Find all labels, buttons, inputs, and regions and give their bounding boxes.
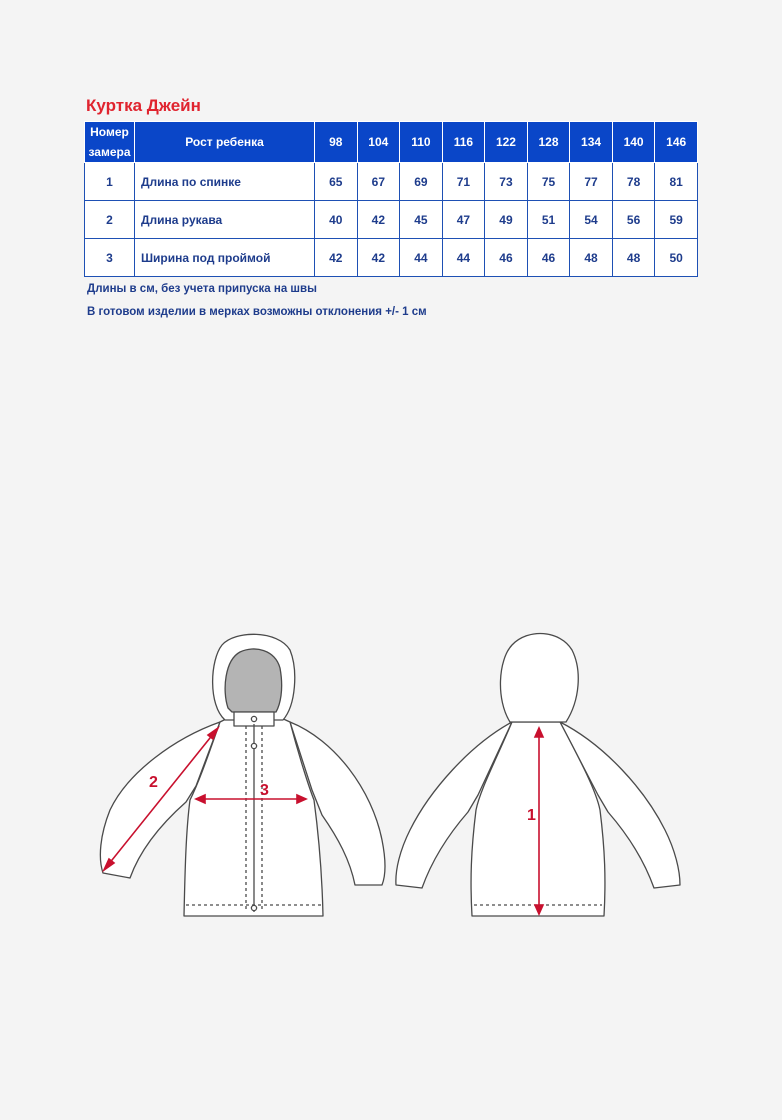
header-size: 122 — [485, 122, 528, 163]
cell-value: 46 — [485, 239, 528, 277]
cell-value: 75 — [527, 163, 570, 201]
header-size: 134 — [570, 122, 613, 163]
product-title: Куртка Джейн — [86, 96, 201, 115]
cell-value: 56 — [612, 201, 655, 239]
header-size: 146 — [655, 122, 698, 163]
note-units: Длины в см, без учета припуска на швы — [87, 283, 317, 295]
cell-value: 46 — [527, 239, 570, 277]
cell-value: 49 — [485, 201, 528, 239]
row-name: Длина по спинке — [135, 163, 315, 201]
cell-value: 40 — [315, 201, 358, 239]
cell-value: 44 — [442, 239, 485, 277]
jacket-front — [100, 634, 385, 916]
cell-value: 77 — [570, 163, 613, 201]
measure-label-2: 2 — [149, 774, 158, 791]
cell-value: 51 — [527, 201, 570, 239]
note-tolerance: В готовом изделии в мерках возможны отклонения +/- 1 см — [87, 306, 427, 318]
cell-value: 69 — [400, 163, 443, 201]
cell-value: 54 — [570, 201, 613, 239]
row-number: 3 — [85, 239, 135, 277]
back-hood — [500, 634, 578, 722]
cell-value: 47 — [442, 201, 485, 239]
cell-value: 50 — [655, 239, 698, 277]
cell-value: 48 — [570, 239, 613, 277]
header-size: 128 — [527, 122, 570, 163]
cell-value: 44 — [400, 239, 443, 277]
cell-value: 78 — [612, 163, 655, 201]
cell-value: 45 — [400, 201, 443, 239]
snap-button — [251, 905, 256, 910]
header-height-label: Рост ребенка — [135, 122, 315, 163]
cell-value: 48 — [612, 239, 655, 277]
measure-label-3: 3 — [260, 782, 269, 799]
cell-value: 42 — [357, 239, 400, 277]
cell-value: 67 — [357, 163, 400, 201]
measure-label-1: 1 — [527, 807, 536, 824]
jacket-back — [396, 634, 680, 916]
header-size: 110 — [400, 122, 443, 163]
header-size: 104 — [357, 122, 400, 163]
snap-button — [251, 743, 256, 748]
row-name: Ширина под проймой — [135, 239, 315, 277]
header-size: 140 — [612, 122, 655, 163]
header-num-line2: замера — [88, 145, 131, 159]
header-num-line1: Номер — [90, 125, 129, 139]
snap-button — [251, 716, 256, 721]
cell-value: 59 — [655, 201, 698, 239]
row-number: 1 — [85, 163, 135, 201]
cell-value: 42 — [315, 239, 358, 277]
cell-value: 73 — [485, 163, 528, 201]
cell-value: 65 — [315, 163, 358, 201]
row-name: Длина рукава — [135, 201, 315, 239]
hood-lining — [225, 649, 282, 712]
header-size: 116 — [442, 122, 485, 163]
cell-value: 81 — [655, 163, 698, 201]
header-size: 98 — [315, 122, 358, 163]
cell-value: 42 — [357, 201, 400, 239]
row-number: 2 — [85, 201, 135, 239]
cell-value: 71 — [442, 163, 485, 201]
